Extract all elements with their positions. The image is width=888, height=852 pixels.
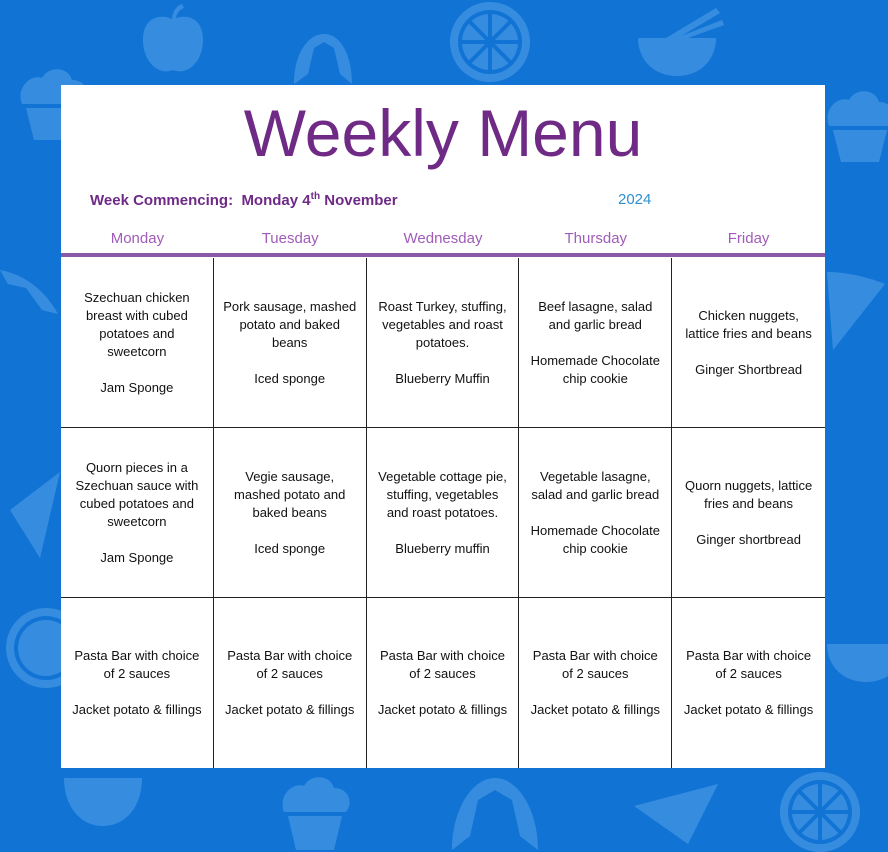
croissant-icon — [290, 30, 354, 86]
week-commencing — [90, 191, 398, 209]
day-headers — [61, 227, 825, 255]
orange-slice-icon — [4, 604, 61, 692]
meal-main: Pasta Bar with choice of 2 sauces — [686, 648, 812, 681]
croissant-icon — [0, 262, 61, 328]
meal-dessert: Jacket potato & fillings — [377, 702, 508, 717]
meal-main: Pork sausage, mashed potato and baked beans — [223, 298, 357, 350]
noodle-bowl-icon — [825, 610, 888, 684]
menu-cell — [519, 598, 672, 768]
menu-cell — [672, 258, 825, 428]
page-title: Weekly Menu — [243, 96, 643, 170]
meal-main: Vegetable cottage pie, stuffing, vegetables and roast potatoes. — [378, 468, 507, 520]
menu-cell — [214, 428, 367, 598]
meal-main: Szechuan chicken breast with cubed potatoes and sweetcorn — [84, 289, 190, 359]
pizza-slice-icon — [630, 776, 720, 846]
menu-cell — [519, 258, 672, 428]
meal-dessert: Iced sponge — [254, 370, 326, 386]
menu-cell — [61, 598, 214, 768]
menu-cell — [61, 258, 214, 428]
day-header-wednesday: Wednesday — [403, 230, 483, 247]
meal-main: Quorn nuggets, lattice fries and beans — [684, 477, 813, 511]
week-day-suffix: th — [310, 191, 321, 202]
menu-cell — [214, 598, 367, 768]
menu-cell — [519, 428, 672, 598]
meal-main: Vegie sausage, mashed potato and baked beans — [234, 468, 346, 520]
meal-main: Pasta Bar with choice of 2 sauces — [379, 648, 505, 681]
cupcake-icon — [825, 86, 888, 170]
meal-main: Pasta Bar with choice of 2 sauces — [227, 648, 353, 681]
meal-dessert: Jam Sponge — [100, 549, 174, 565]
menu-grid — [61, 258, 825, 768]
meal-dessert: Blueberry muffin — [395, 540, 490, 556]
apple-icon — [140, 2, 206, 78]
menu-card — [61, 85, 825, 768]
week-year: 2024 — [618, 191, 652, 208]
week-day: Monday 4 — [241, 192, 311, 209]
meal-dessert: Ginger Shortbread — [695, 361, 803, 377]
menu-cell — [672, 428, 825, 598]
day-header-tuesday: Tuesday — [261, 230, 319, 247]
day-header-friday: Friday — [727, 230, 770, 247]
meal-dessert: Homemade Chocolate chip cookie — [530, 522, 660, 556]
menu-cell — [214, 258, 367, 428]
meal-dessert: Blueberry Muffin — [395, 370, 490, 386]
orange-slice-icon — [448, 0, 532, 84]
day-header-thursday: Thursday — [564, 230, 628, 247]
meal-dessert: Jacket potato & fillings — [530, 702, 660, 717]
meal-dessert: Iced sponge — [254, 540, 326, 556]
menu-cell — [367, 598, 520, 768]
menu-cell — [672, 598, 825, 768]
croissant-icon — [448, 772, 542, 852]
meal-main: Vegetable lasagne, salad and garlic bread — [531, 468, 660, 502]
meal-dessert: Jam Sponge — [100, 379, 174, 395]
noodle-bowl-icon — [636, 4, 728, 78]
cupcake-icon — [276, 772, 352, 852]
orange-slice-icon — [776, 768, 864, 852]
meal-dessert: Homemade Chocolate chip cookie — [530, 352, 660, 386]
meal-dessert: Jacket potato & fillings — [72, 702, 202, 717]
meal-main: Chicken nuggets, lattice fries and beans — [685, 307, 812, 341]
menu-cell — [367, 428, 520, 598]
day-header-monday: Monday — [110, 230, 165, 247]
menu-cell — [367, 258, 520, 428]
meal-main: Beef lasagne, salad and garlic bread — [538, 298, 653, 332]
meal-dessert: Jacket potato & fillings — [225, 702, 355, 717]
meal-dessert: Jacket potato & fillings — [683, 702, 814, 717]
meal-main: Roast Turkey, stuffing, vegetables and roast potatoes. — [378, 298, 507, 350]
meal-main: Pasta Bar with choice of 2 sauces — [532, 648, 658, 681]
pizza-slice-icon — [0, 470, 61, 560]
week-label: Week Commencing: — [90, 192, 234, 209]
pizza-slice-icon — [825, 262, 888, 352]
meal-main: Pasta Bar with choice of 2 sauces — [74, 648, 200, 681]
menu-cell — [61, 428, 214, 598]
noodle-bowl-icon — [62, 768, 154, 852]
meal-dessert: Ginger shortbread — [696, 531, 801, 547]
meal-main: Quorn pieces in a Szechuan sauce with cubed potatoes and sweetcorn — [75, 459, 199, 529]
header-divider — [61, 253, 825, 257]
week-month: November — [324, 192, 398, 209]
